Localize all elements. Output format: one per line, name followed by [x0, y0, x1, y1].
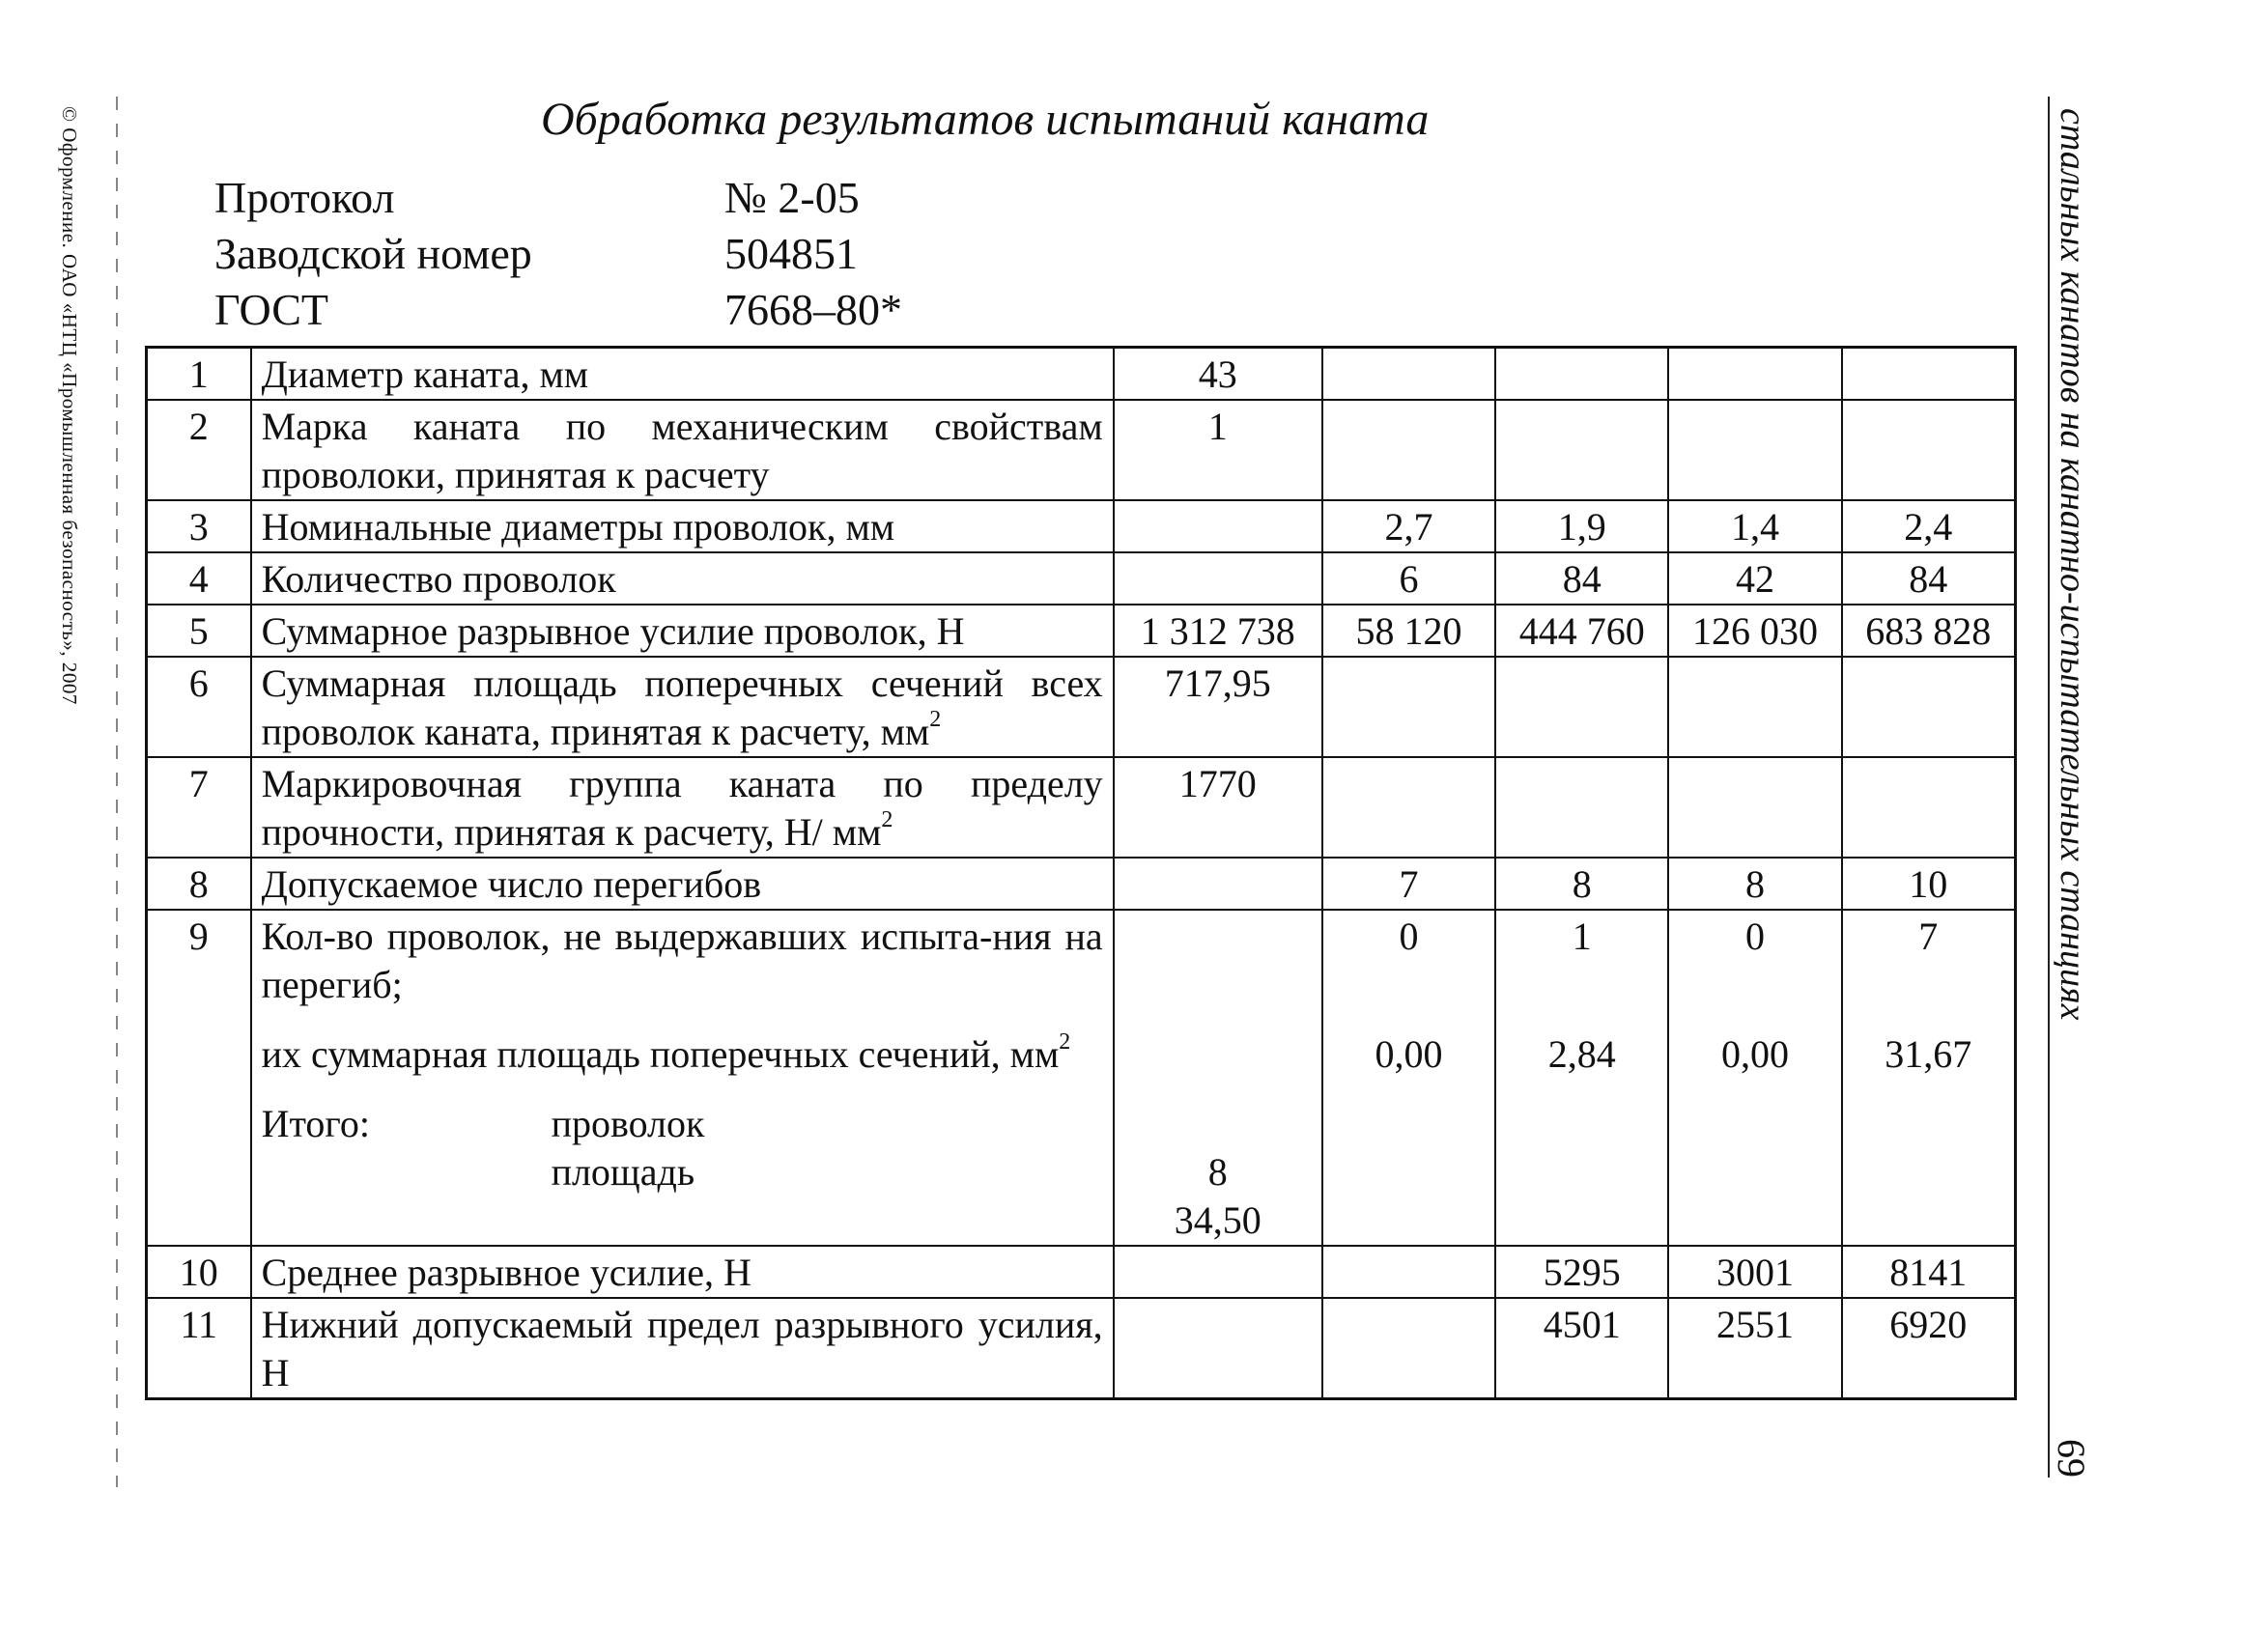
cell: 8141 [1842, 1246, 2016, 1298]
cell: 2551 [1668, 1298, 1841, 1399]
table-row [147, 348, 2016, 401]
row-number: 7 [147, 757, 251, 858]
row-label: Количество проволок [251, 552, 1114, 605]
cell: 1 [1114, 400, 1322, 500]
meta-label: Заводской номер [214, 229, 532, 278]
superscript: 2 [881, 807, 893, 832]
right-margin-rule [2048, 97, 2050, 1478]
row-label: Диаметр каната, мм [251, 348, 1114, 401]
cell [1322, 1246, 1495, 1298]
wires-total: 8 [1207, 1150, 1228, 1194]
area-total: 34,50 [1174, 1198, 1262, 1242]
left-margin-rule [116, 97, 118, 1487]
cell: 717,95 [1114, 657, 1322, 757]
page-number [2050, 1439, 2094, 1497]
meta-label: ГОСТ [214, 285, 329, 334]
cell [1668, 910, 1841, 1246]
spacer [262, 1009, 1103, 1030]
cell: 444 760 [1495, 605, 1668, 657]
cell: 3001 [1668, 1246, 1841, 1298]
row-number: 6 [147, 657, 251, 757]
cell: 126 030 [1668, 605, 1841, 657]
cell: 683 828 [1842, 605, 2016, 657]
row-number: 11 [147, 1298, 251, 1399]
failed-area: 31,67 [1885, 1032, 1972, 1076]
row-label-area-text: их суммарная площадь поперечных сечений, мм [261, 1032, 1060, 1076]
row-number: 2 [147, 400, 251, 500]
cell [1495, 400, 1668, 500]
cell: 8 [1495, 858, 1668, 910]
cell [1114, 910, 1322, 1246]
spacer [262, 1079, 1103, 1100]
cell [1668, 757, 1841, 858]
cell: 84 [1495, 552, 1668, 605]
cell [1114, 552, 1322, 605]
running-head-text: стальных канатов на канатно-испытательных станциях [2053, 108, 2093, 1021]
cell [1322, 657, 1495, 757]
cell [1495, 348, 1668, 401]
cell [1842, 757, 2016, 858]
cell: 10 [1842, 858, 2016, 910]
itogo-wires [262, 1100, 1103, 1148]
cell [1114, 858, 1322, 910]
table-row [147, 605, 2016, 657]
row-label-text: Суммарная площадь поперечных сечений всех проволок каната, принятая к расчету, мм [261, 662, 1103, 753]
row-label-area [262, 1030, 1103, 1079]
failed-area: 2,84 [1547, 1032, 1616, 1076]
cell: 1 312 738 [1114, 605, 1322, 657]
cell: 8 [1668, 858, 1841, 910]
row-number: 8 [147, 858, 251, 910]
row-number: 5 [147, 605, 251, 657]
page-title: Обработка результатов испытаний каната [541, 94, 1430, 145]
meta-value: № 2-05 [724, 173, 860, 222]
failed-area: 0,00 [1720, 1032, 1789, 1076]
cell [1322, 910, 1495, 1246]
row-number: 4 [147, 552, 251, 605]
cell [1114, 1298, 1322, 1399]
cell: 58 120 [1322, 605, 1495, 657]
copyright-note [58, 106, 106, 917]
meta-label: Протокол [214, 173, 395, 222]
cell [1668, 348, 1841, 401]
row-label [251, 657, 1114, 757]
itogo-area-label: площадь [551, 1150, 695, 1194]
row-label: Среднее разрывное усилие, Н [251, 1246, 1114, 1298]
row-label: Марка каната по механическим свойствам проволоки, принятая к расчету [251, 400, 1114, 500]
row-label: Нижний допускаемый предел разрывного усилия, Н [251, 1298, 1114, 1399]
table-row [147, 757, 2016, 858]
cell [1322, 757, 1495, 858]
cell [1322, 1298, 1495, 1399]
failed-count: 7 [1918, 915, 1939, 958]
cell [1322, 400, 1495, 500]
row-label: Номинальные диаметры проволок, мм [251, 500, 1114, 552]
table-row [147, 657, 2016, 757]
cell: 6920 [1842, 1298, 2016, 1399]
table-row [147, 858, 2016, 910]
failed-count: 0 [1399, 915, 1419, 958]
failed-count: 1 [1572, 915, 1592, 958]
copyright-text: © Оформление. ОАО «НТЦ «Промышленная безопасность», 2007 [58, 106, 81, 705]
row-label-failed: Кол-во проволок, не выдержавших испыта-ния на перегиб; [261, 915, 1103, 1006]
cell: 1770 [1114, 757, 1322, 858]
superscript: 2 [1059, 1029, 1071, 1055]
table-row [147, 1246, 2016, 1298]
cell: 7 [1322, 858, 1495, 910]
cell [1842, 910, 2016, 1246]
cell: 1,9 [1495, 500, 1668, 552]
row-label [251, 757, 1114, 858]
cell: 1,4 [1668, 500, 1841, 552]
cell: 42 [1668, 552, 1841, 605]
cell: 43 [1114, 348, 1322, 401]
table-row [147, 910, 2016, 1246]
cell: 2,7 [1322, 500, 1495, 552]
cell [1495, 910, 1668, 1246]
itogo-wires-label: проволок [551, 1102, 705, 1145]
cell [1114, 500, 1322, 552]
row-label: Допускаемое число перегибов [251, 858, 1114, 910]
cell [1495, 757, 1668, 858]
failed-area: 0,00 [1375, 1032, 1443, 1076]
itogo-area [262, 1148, 1103, 1197]
cell [1842, 657, 2016, 757]
cell: 2,4 [1842, 500, 2016, 552]
table-row [147, 500, 2016, 552]
row-number: 3 [147, 500, 251, 552]
cell [1495, 657, 1668, 757]
cell [1114, 1246, 1322, 1298]
failed-count: 0 [1744, 915, 1765, 958]
superscript: 2 [929, 707, 942, 732]
cell [1668, 400, 1841, 500]
running-head [2053, 108, 2096, 1093]
cell [1842, 400, 2016, 500]
itogo-label: Итого: [261, 1102, 370, 1145]
meta-value: 504851 [724, 229, 858, 278]
row-label [251, 910, 1114, 1246]
table-row [147, 552, 2016, 605]
cell [1842, 348, 2016, 401]
row-number: 1 [147, 348, 251, 401]
cell: 6 [1322, 552, 1495, 605]
row-number: 9 [147, 910, 251, 1246]
table-row [147, 400, 2016, 500]
row-number: 10 [147, 1246, 251, 1298]
cell: 5295 [1495, 1246, 1668, 1298]
cell: 4501 [1495, 1298, 1668, 1399]
meta-value: 7668–80* [724, 285, 902, 334]
row-label: Суммарное разрывное усилие проволок, Н [251, 605, 1114, 657]
row-label-text: Маркировочная группа каната по пределу прочности, принятая к расчету, Н/ мм [261, 762, 1103, 854]
cell [1668, 657, 1841, 757]
page-number-text: 69 [2050, 1439, 2093, 1478]
cell [1322, 348, 1495, 401]
results-table [145, 346, 2017, 1400]
table-row [147, 1298, 2016, 1399]
cell: 84 [1842, 552, 2016, 605]
